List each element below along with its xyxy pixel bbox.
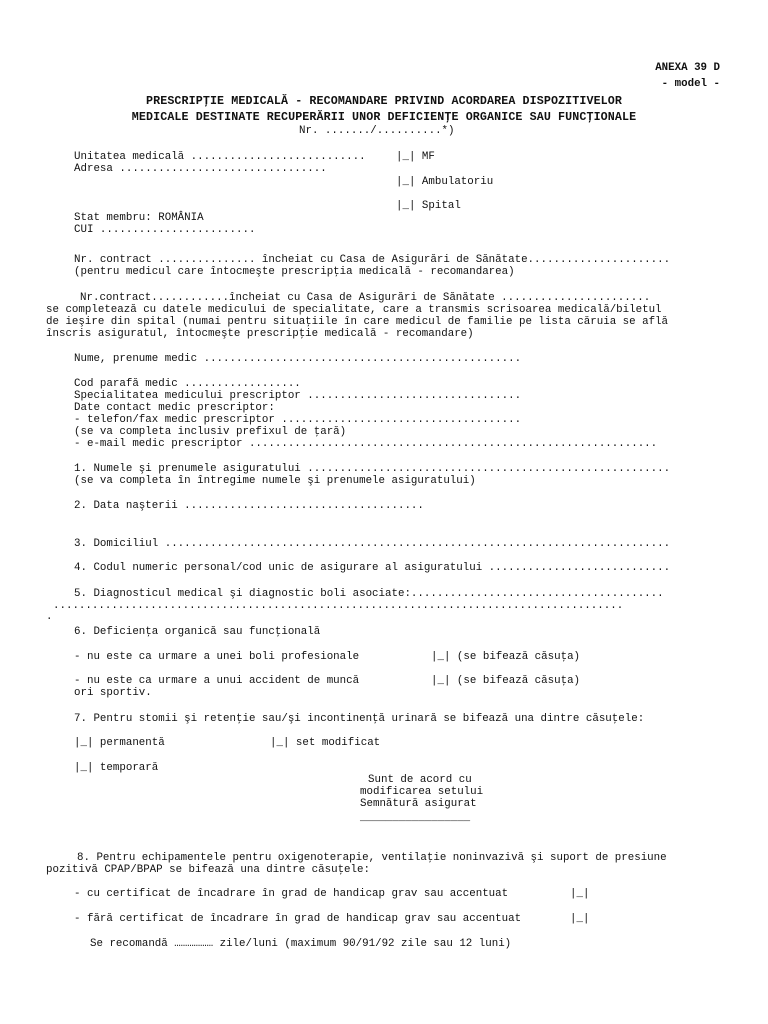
oxygen-checkbox-with-certificate: |_| <box>570 888 590 900</box>
cui-field: CUI ........................ <box>74 224 256 236</box>
deficiency-option-accident: - nu este ca urmare a unui accident de muncă <box>74 675 360 687</box>
birth-date-field: 2. Data naşterii ..................................... <box>74 500 424 512</box>
stoma-title: 7. Pentru stomii şi retenţie sau/şi incontinenţă urinară se bifează una dintre căsuţele: <box>74 713 645 725</box>
checkbox-spital: |_| Spital <box>396 200 461 212</box>
checkbox-modified-set: |_| set modificat <box>270 737 381 749</box>
specialist-contract-note-2: de ieşire din spital (numai pentru situaţiile în care medicul de familie pe lista căruia se află <box>46 316 669 328</box>
checkbox-permanent: |_| permanentă <box>74 737 165 749</box>
phone-prefix-note: (se va completa inclusiv prefixul de ţară) <box>74 426 347 438</box>
contract-field: Nr. contract ............... încheiat cu Casa de Asigurări de Sănătate...................... <box>74 254 671 266</box>
contract-note: (pentru medicul care întocmeşte prescripţia medicală - recomandarea) <box>74 266 515 278</box>
recommendation-duration: Se recomandă ……………… zile/luni (maximum 90/91/92 zile sau 12 luni) <box>90 938 512 950</box>
domicile-field: 3. Domiciliul .............................................................................. <box>74 538 671 550</box>
annex-title: ANEXA 39 D <box>655 62 720 74</box>
medical-unit-field: Unitatea medicală ........................... <box>74 151 366 163</box>
checkbox-mf: |_| MF <box>396 151 435 163</box>
doctor-email: - e-mail medic prescriptor ............................................................... <box>74 438 658 450</box>
doctor-name-field: Nume, prenume medic ................................................. <box>74 353 522 365</box>
patient-name-note: (se va completa în întregime numele şi prenumele asiguratului) <box>74 475 476 487</box>
member-state: Stat membru: ROMÂNIA <box>74 212 204 224</box>
specialist-contract-note-3: înscris asiguratul, întocmeşte prescripţie medicală - recomandare) <box>46 328 474 340</box>
consent-signature-label: Semnătură asigurat <box>360 798 477 810</box>
deficiency-checkbox-disease: |_| (se bifează căsuţa) <box>431 651 581 663</box>
oxygen-checkbox-without-certificate: |_| <box>570 913 590 925</box>
diagnosis-end-dot: . <box>46 611 53 623</box>
doctor-stamp-code: Cod parafă medic .................. <box>74 378 301 390</box>
signature-line: _________________ <box>360 812 471 824</box>
document-heading-line2: MEDICALE DESTINATE RECUPERĂRII UNOR DEFICIENŢE ORGANICE SAU FUNCŢIONALE <box>131 110 637 124</box>
deficiency-option-disease: - nu este ca urmare a unei boli profesionale <box>74 651 360 663</box>
doctor-phone: - telefon/fax medic prescriptor ..................................... <box>74 414 522 426</box>
specialist-contract-field: Nr.contract............încheiat cu Casa de Asigurări de Sănătate ....................... <box>80 292 651 304</box>
oxygen-option-with-certificate: - cu certificat de încadrare în grad de handicap grav sau accentuat <box>74 888 509 900</box>
consent-line2: modificarea setului <box>360 786 484 798</box>
oxygen-option-without-certificate: - fără certificat de încadrare în grad de handicap grav sau accentuat <box>74 913 522 925</box>
patient-name-field: 1. Numele şi prenumele asiguratului ........................................................ <box>74 463 671 475</box>
annex-model: - model - <box>661 78 720 90</box>
specialist-contract-note-1: se completează cu datele medicului de specialitate, care a transmis scrisoarea medicală/biletul <box>46 304 662 316</box>
checkbox-temporary: |_| temporară <box>74 762 159 774</box>
document-heading-line1: PRESCRIPŢIE MEDICALĂ - RECOMANDARE PRIVIND ACORDAREA DISPOZITIVELOR <box>146 94 622 108</box>
consent-line1: Sunt de acord cu <box>368 774 472 786</box>
doctor-specialty: Specialitatea medicului prescriptor ................................. <box>74 390 522 402</box>
oxygen-title-line2: pozitivă CPAP/BPAP se bifează una dintre căsuţele: <box>46 864 370 876</box>
diagnosis-continuation: ........................................................................................ <box>53 600 624 612</box>
doctor-contact-label: Date contact medic prescriptor: <box>74 402 275 414</box>
prescription-number: Nr. ......./..........*) <box>299 125 455 137</box>
deficiency-title: 6. Deficienţa organică sau funcţională <box>74 626 321 638</box>
checkbox-ambulatoriu: |_| Ambulatoriu <box>396 176 494 188</box>
diagnosis-field: 5. Diagnosticul medical şi diagnostic boli asociate:....................................... <box>74 588 664 600</box>
oxygen-title-line1: 8. Pentru echipamentele pentru oxigenoterapie, ventilaţie noninvazivă şi suport de presiune <box>77 852 667 864</box>
personal-code-field: 4. Codul numeric personal/cod unic de asigurare al asiguratului ............................ <box>74 562 671 574</box>
deficiency-checkbox-accident: |_| (se bifează căsuţa) <box>431 675 581 687</box>
deficiency-option-accident-cont: ori sportiv. <box>74 687 152 699</box>
address-field: Adresa ................................ <box>74 163 327 175</box>
